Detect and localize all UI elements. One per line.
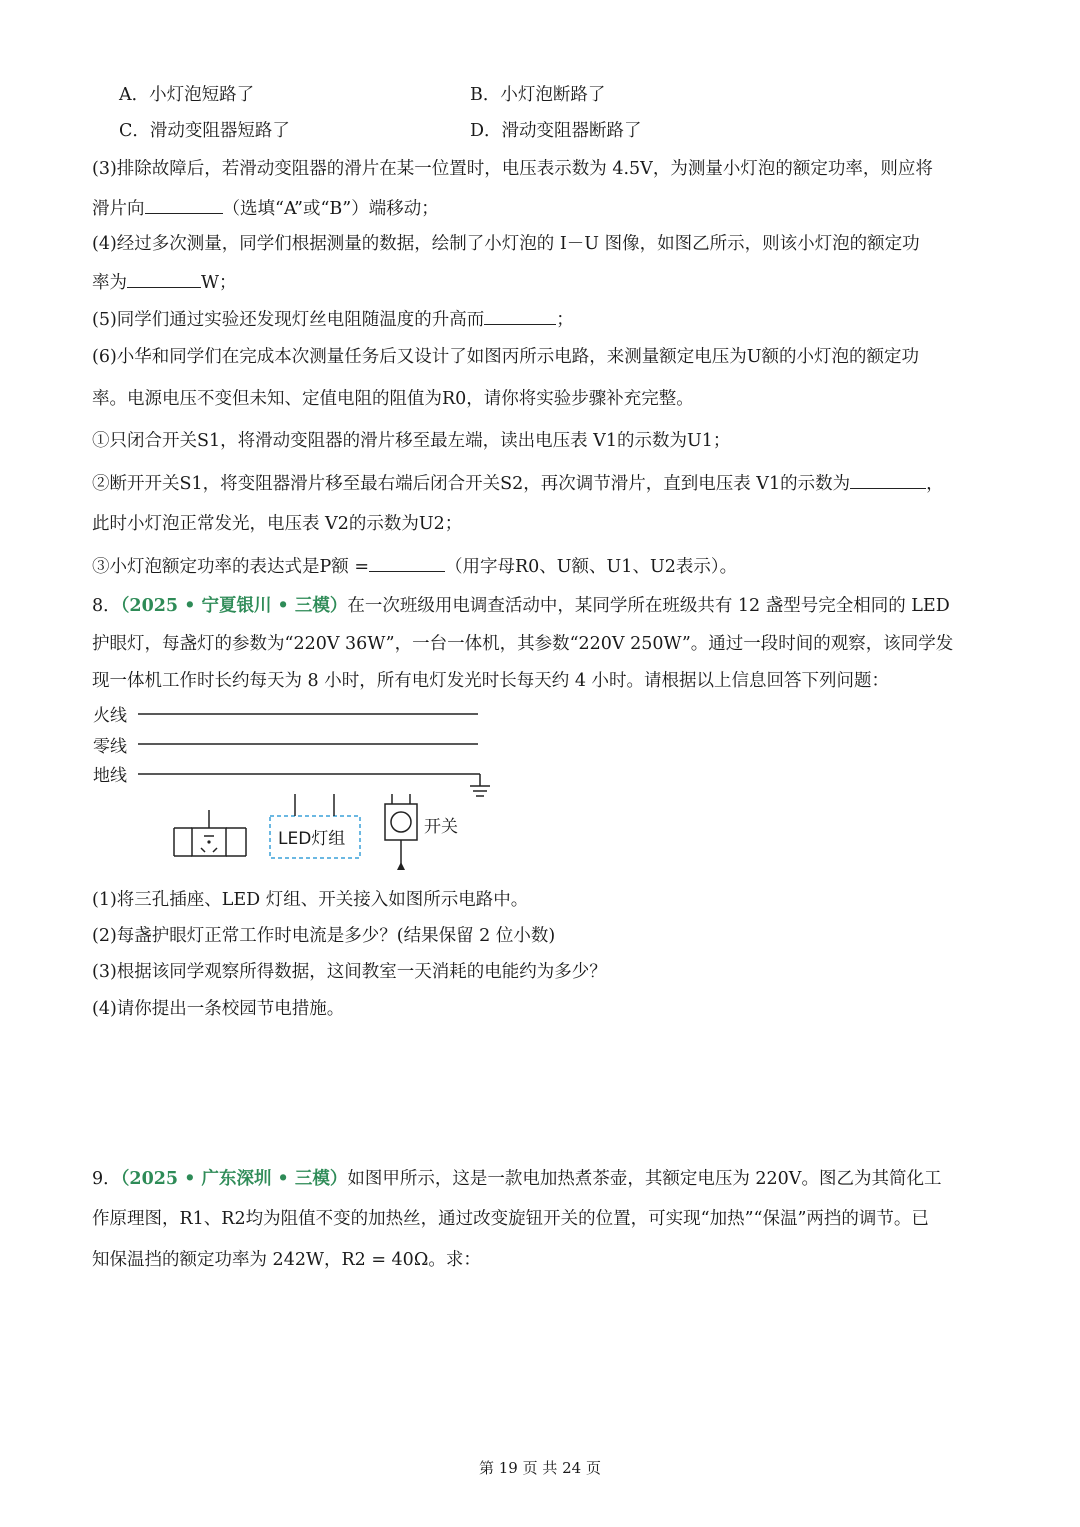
q7-step2-line1 — [92, 470, 944, 496]
q7-part5 — [92, 306, 574, 332]
q7-part6-line1: (6)小华和同学们在完成本次测量任务后又设计了如图丙所示电路，来测量额定电压为U额的小灯泡的额定功 — [92, 347, 920, 367]
page-footer: 第 19 页 共 24 页 — [478, 1459, 601, 1477]
q8-line1-text: 在一次班级用电调查活动中，某同学所在班级共有 12 盏型号完全相同的 LED — [347, 596, 950, 616]
option-b: B．小灯泡断路了 — [470, 85, 606, 105]
q8-sub3: (3)根据该同学观察所得数据，这间教室一天消耗的电能约为多少？ — [92, 962, 607, 982]
answer-blank[interactable] — [145, 195, 223, 214]
switch-label: 开关 — [424, 817, 458, 837]
q7-part4-line2 — [92, 269, 237, 295]
q7-step2-line2: 此时小灯泡正常发光，电压表 V2的示数为U2； — [92, 514, 463, 534]
q9-line1 — [92, 1167, 941, 1191]
q7-part3-line1: (3)排除故障后，若滑动变阻器的滑片在某一位置时，电压表示数为 4.5V，为测量小灯泡的额定功率，则应将 — [92, 159, 933, 179]
led-group-label: LED灯组 — [278, 829, 346, 849]
q9-line2: 作原理图，R1、R2均为阻值不变的加热丝，通过改变旋钮开关的位置，可实现“加热”“保温”两挡的调节。已 — [92, 1209, 929, 1229]
q8-line3: 现一体机工作时长约每天为 8 小时，所有电灯发光时长每天约 4 小时。请根据以上信息回答下列问题： — [92, 671, 890, 691]
q9-number: 9． — [92, 1169, 121, 1189]
q9-line1-text: 如图甲所示，这是一款电加热煮茶壶，其额定电压为 220V。图乙为其简化工 — [347, 1169, 942, 1189]
q9-line3: 知保温挡的额定功率为 242W，R2 = 40Ω。求： — [92, 1250, 481, 1270]
q7-part5-text-a: (5)同学们通过实验还发现灯丝电阻随温度的升高而 — [92, 310, 485, 330]
neutral-wire-label: 零线 — [93, 737, 127, 757]
q7-part3-text-a: 滑片向 — [92, 199, 145, 219]
option-d: D．滑动变阻器断路了 — [470, 121, 642, 141]
pull-switch-icon[interactable] — [385, 794, 458, 870]
q8-sub4: (4)请你提出一条校园节电措施。 — [92, 999, 345, 1019]
q7-part3-line2 — [92, 195, 439, 221]
q7-part4-line1: (4)经过多次测量，同学们根据测量的数据，绘制了小灯泡的 I－U 图像，如图乙所示，则该小灯泡的额定功 — [92, 234, 920, 254]
q8-sub1: (1)将三孔插座、LED 灯组、开关接入如图所示电路中。 — [92, 890, 529, 910]
three-pin-socket-icon[interactable] — [174, 810, 246, 856]
q7-step3-text-a: ③小灯泡额定功率的表达式是P额 = — [92, 557, 369, 577]
q9-source: （2025 • 广东深圳 • 三模） — [120, 1169, 348, 1189]
q7-part3-text-b: （选填“A”或“B”）端移动； — [222, 199, 439, 219]
answer-blank[interactable] — [850, 470, 926, 489]
ground-wire-label: 地线 — [93, 766, 127, 786]
live-wire-label: 火线 — [93, 706, 127, 726]
household-circuit-diagram — [88, 700, 508, 875]
q7-part6-line2: 率。电源电压不变但未知、定值电阻的阻值为R0，请你将实验步骤补充完整。 — [92, 389, 694, 409]
q7-step3-text-b: （用字母R0、U额、U1、U2表示）。 — [445, 557, 738, 577]
q7-step2-text-a: ②断开开关S1，将变阻器滑片移至最右端后闭合开关S2，再次调节滑片，直到电压表 V1的示数为 — [92, 474, 851, 494]
answer-blank[interactable] — [369, 553, 445, 572]
answer-blank[interactable] — [127, 269, 201, 288]
q8-line1 — [92, 594, 950, 618]
led-lamp-group[interactable] — [270, 794, 360, 858]
q7-step2-text-b: ， — [926, 474, 944, 494]
q8-number: 8． — [92, 596, 121, 616]
q8-sub2: (2)每盏护眼灯正常工作时电流是多少？(结果保留 2 位小数) — [92, 926, 556, 946]
q7-part4-text-b: W； — [201, 273, 237, 293]
option-c: C．滑动变阻器短路了 — [119, 121, 290, 141]
q7-part5-text-b: ； — [556, 310, 574, 330]
q8-source: （2025 • 宁夏银川 • 三模） — [120, 596, 348, 616]
q7-step1: ①只闭合开关S1，将滑动变阻器的滑片移至最左端，读出电压表 V1的示数为U1； — [92, 431, 731, 451]
q7-part4-text-a: 率为 — [92, 273, 127, 293]
answer-blank[interactable] — [484, 306, 556, 325]
ground-symbol-icon — [470, 774, 490, 796]
option-a: A．小灯泡短路了 — [119, 85, 255, 105]
q8-line2: 护眼灯，每盏灯的参数为“220V 36W”，一台一体机，其参数“220V 250W”。通过一段时间的观察，该同学发 — [92, 634, 954, 654]
q7-step3 — [92, 553, 737, 579]
